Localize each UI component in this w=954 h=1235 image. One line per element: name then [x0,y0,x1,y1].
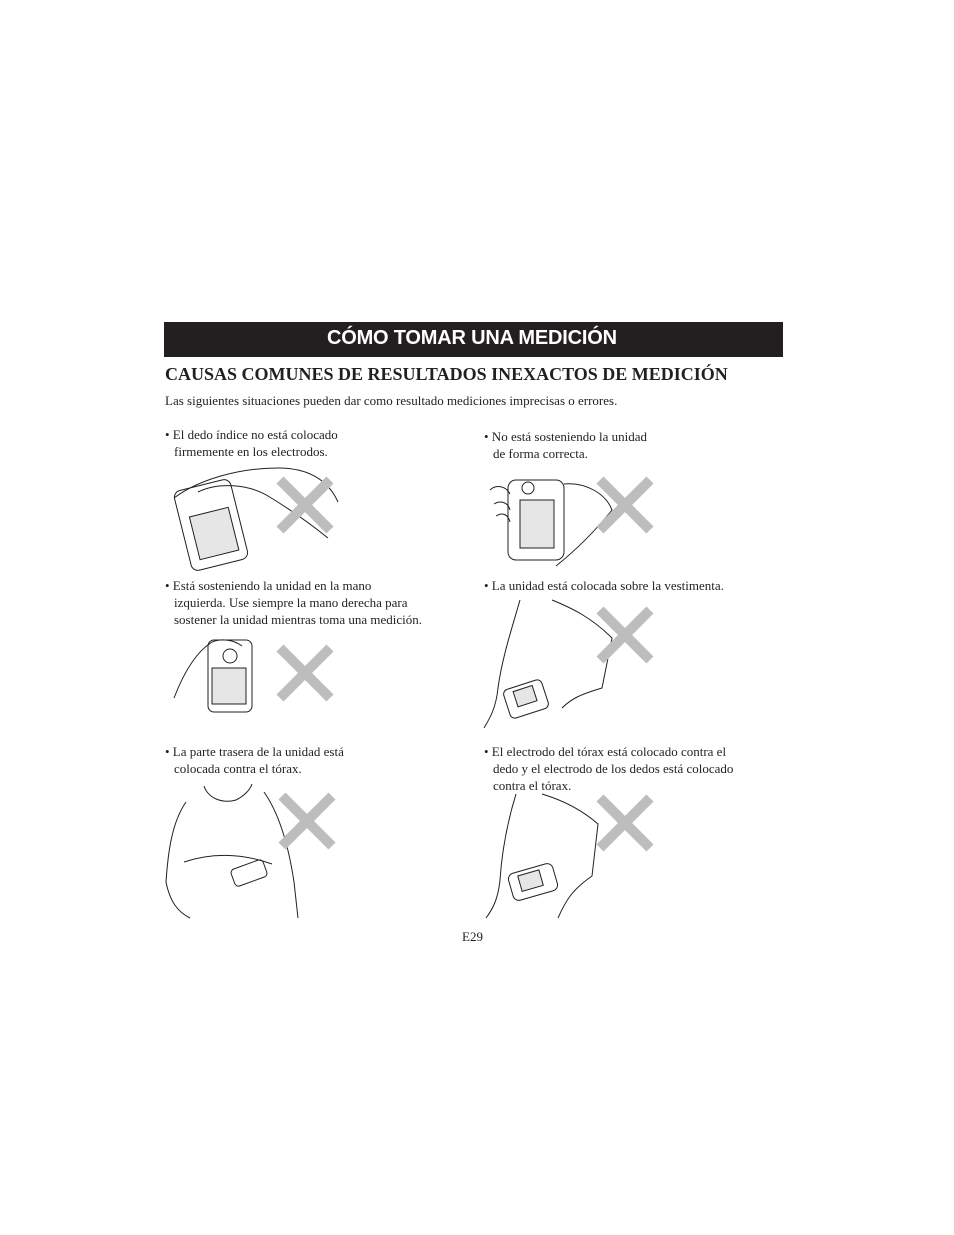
item-line: • No está sosteniendo la unidad [484,429,648,444]
illustration-left-hand [172,632,342,717]
item-line: izquierda. Use siempre la mano derecha para [174,595,408,610]
item-line: contra el tórax. [493,778,572,793]
page-number: E29 [462,929,483,944]
item-line: • El dedo índice no está colocado [165,427,338,442]
intro-text: Las siguientes situaciones pueden dar como resultado mediciones imprecisas o errores. [165,393,618,408]
arm-outline [484,600,520,728]
x-mark-icon [282,796,332,846]
page-title: CÓMO TOMAR UNA MEDICIÓN [327,327,617,349]
item-line: colocada contra el tórax. [174,761,302,776]
fingers-outline [490,487,510,522]
item-left-hand [165,577,422,628]
item-back-against-chest [165,743,344,777]
item-holding-incorrectly [484,428,647,462]
item-line: • El electrodo del tórax está colocado contra el [484,744,727,759]
item-line: • La unidad está colocada sobre la vestimenta. [484,578,724,593]
item-line: dedo y el electrodo de los dedos está colocado [493,761,734,776]
device-screen [513,685,537,706]
illustration-finger-not-firm [168,462,348,572]
item-on-clothing [484,577,724,594]
illustration-holding-incorrectly [486,470,661,570]
shirt-outline [542,794,598,918]
x-mark-icon [600,798,650,848]
x-mark-icon [600,480,650,530]
item-line: sostener la unidad mientras toma una medición. [174,612,423,627]
item-line: • La parte trasera de la unidad está [165,744,344,759]
item-line: • Está sosteniendo la unidad en la mano [165,578,372,593]
illustration-on-clothing [482,598,662,733]
x-mark-icon [600,610,650,660]
item-finger-not-firm [165,426,338,460]
item-line: firmemente en los electrodos. [174,444,328,459]
x-mark-icon [280,648,330,698]
electrode [223,649,237,663]
device-screen [518,870,544,891]
x-mark-icon [280,480,330,530]
device-screen [212,668,246,704]
illustration-back-against-chest [164,782,339,922]
device-body [230,859,268,888]
device-screen [520,500,554,548]
neck-outline [204,784,252,801]
shirt-left-outline [166,802,190,918]
section-heading: CAUSAS COMUNES DE RESULTADOS INEXACTOS DE MEDICIÓN [165,364,728,384]
device-screen [189,507,238,559]
electrode [522,482,534,494]
item-line: de forma correcta. [493,446,588,461]
illustration-electrodes-swapped [482,790,657,920]
section-banner [164,322,783,357]
arm-outline [486,794,516,918]
item-electrodes-swapped [484,743,733,794]
